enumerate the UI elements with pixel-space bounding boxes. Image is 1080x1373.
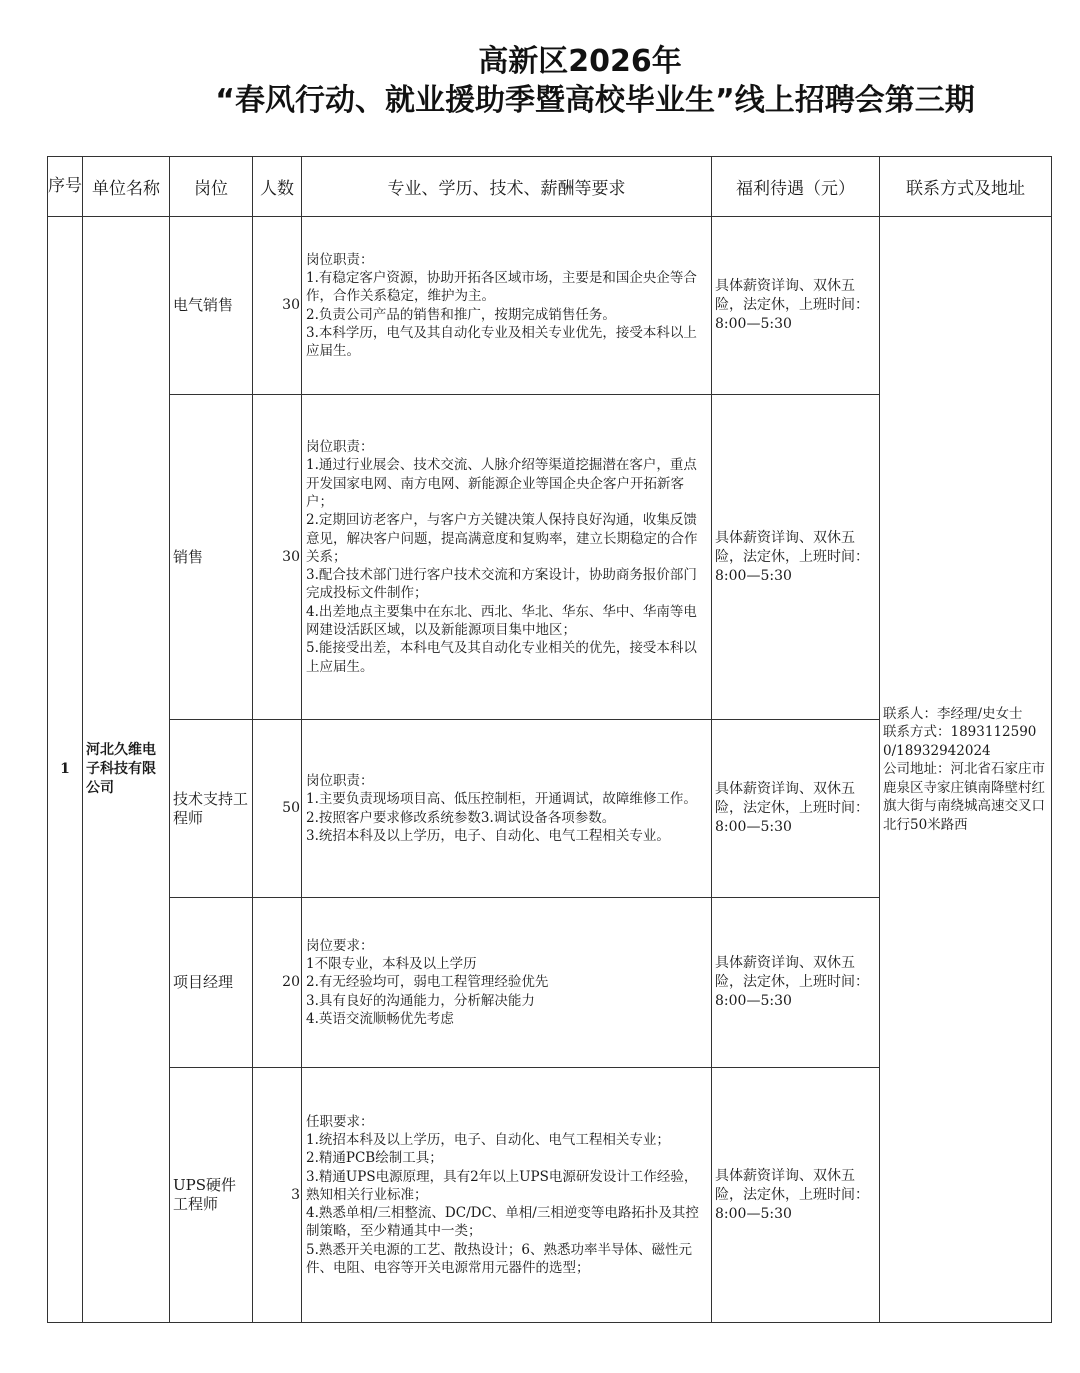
position-name: 销售 [170, 395, 253, 720]
position-name: UPS硬件工程师 [170, 1068, 253, 1323]
headcount: 20 [253, 898, 302, 1068]
company-name: 河北久维电子科技有限公司 [83, 217, 170, 1323]
headcount: 30 [253, 395, 302, 720]
page-title-line2: “春风行动、就业援助季暨高校毕业生”线上招聘会第三期 [215, 83, 975, 118]
requirements-text: 岗位职责： 1.有稳定客户资源，协助开拓各区域市场，主要是和国企央企等合作，合作关系稳定，维护为主。 2.负责公司产品的销售和推广，按期完成销售任务。 3.本科学历，电气及其自动化专业及相关专业优先，接受本科以上应届生。 [306, 251, 697, 360]
job-requirements [302, 1068, 712, 1323]
page-title-line1: 高新区2026年 [478, 44, 682, 79]
table-header-row [48, 157, 1052, 217]
headcount: 3 [253, 1068, 302, 1323]
job-table [47, 156, 1052, 1323]
header-requirements: 专业、学历、技术、薪酬等要求 [302, 157, 712, 217]
job-requirements [302, 395, 712, 720]
row-seq: 1 [48, 217, 83, 1323]
header-count: 人数 [253, 157, 302, 217]
job-requirements [302, 898, 712, 1068]
job-benefits: 具体薪资详询、双休五险，法定休，上班时间：8:00—5:30 [712, 720, 880, 898]
position-name: 项目经理 [170, 898, 253, 1068]
headcount: 30 [253, 217, 302, 395]
contact-text: 联系人：李经理/史女士 联系方式：18931125900/18932942024 公司地址：河北省石家庄市鹿泉区寺家庄镇南降壁村红旗大街与南绕城高速交叉口北行50米路西 [883, 705, 1045, 833]
header-benefits: 福利待遇（元） [712, 157, 880, 217]
header-company: 单位名称 [83, 157, 170, 217]
requirements-text: 任职要求： 1.统招本科及以上学历，电子、自动化、电气工程相关专业； 2.精通PCB绘制工具； 3.精通UPS电源原理，具有2年以上UPS电源研发设计工作经验，熟知相关行业标准； 4.熟悉单相/三相整流、DC/DC、单相/三相逆变等电路拓扑及其控制策略，至少精通其中一类； 5.熟悉开关电源的工艺、散热设计；6、熟悉功率半导体、磁性元件、电阻、电容等开关电源常用元器件的选型； [306, 1113, 699, 1277]
job-benefits: 具体薪资详询、双休五险，法定休，上班时间：8:00—5:30 [712, 1068, 880, 1323]
requirements-text: 岗位职责： 1.通过行业展会、技术交流、人脉介绍等渠道挖掘潜在客户，重点开发国家电网、南方电网、新能源企业等国企央企客户开拓新客户； 2.定期回访老客户，与客户方关键决策人保持良好沟通，收集反馈意见，解决客户问题，提高满意度和复购率，建立长期稳定的合作关系； 3.配合技术部门进行客户技术交流和方案设计，协助商务报价部门完成投标文件制作； 4.出差地点主要集中在东北、西北、华北、华东、华中、华南等电网建设活跃区域，以及新能源项目集中地区； 5.能接受出差，本科电气及其自动化专业相关的优先，接受本科以上应届生。 [306, 439, 698, 675]
requirements-text: 岗位要求： 1不限专业，本科及以上学历 2.有无经验均可，弱电工程管理经验优先 3.具有良好的沟通能力，分析解决能力 4.英语交流顺畅优先考虑 [306, 937, 549, 1027]
job-benefits: 具体薪资详询、双休五险，法定休，上班时间：8:00—5:30 [712, 217, 880, 395]
job-requirements [302, 720, 712, 898]
job-benefits: 具体薪资详询、双休五险，法定休，上班时间：8:00—5:30 [712, 395, 880, 720]
contact-info [880, 217, 1052, 1323]
position-name: 电气销售 [170, 217, 253, 395]
header-seq: 序号 [48, 157, 83, 217]
requirements-text: 岗位职责： 1.主要负责现场项目高、低压控制柜，开通调试，故障维修工作。 2.按照客户要求修改系统参数3.调试设备各项参数。 3.统招本科及以上学历，电子、自动化、电气工程相关专业。 [306, 772, 697, 844]
job-requirements [302, 217, 712, 395]
headcount: 50 [253, 720, 302, 898]
position-name: 技术支持工程师 [170, 720, 253, 898]
job-benefits: 具体薪资详询、双休五险，法定休，上班时间：8:00—5:30 [712, 898, 880, 1068]
header-contact: 联系方式及地址 [880, 157, 1052, 217]
header-position: 岗位 [170, 157, 253, 217]
table-row [48, 217, 1052, 395]
